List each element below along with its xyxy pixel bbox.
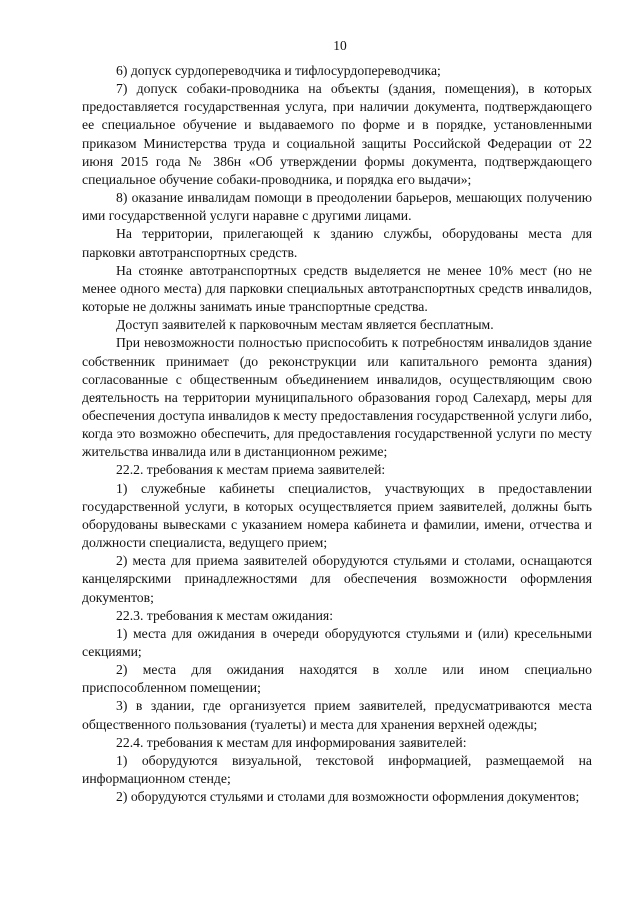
- paragraph: Доступ заявителей к парковочным местам является бесплатным.: [116, 317, 494, 333]
- paragraph: 1) служебные кабинеты специалистов, участвующих в предоставлении государственной услуги, в которых осуществляется прием заявителей, должны быть оборудованы вывесками с указанием номера кабинета и фамилии, имени, отчества и должности специалиста, ведущего прием;: [82, 480, 592, 551]
- paragraph: 8) оказание инвалидам помощи в преодолении барьеров, мешающих получению ими государственной услуги наравне с другими лицами.: [82, 190, 592, 224]
- paragraph: При невозможности полностью приспособить к потребностям инвалидов здание собственник принимает (до реконструкции или капитального ремонта здания) согласованные с общественным объединением инвалидов, осуществляющим свою деятельность на территории муниципального образования город Салехард, меры для обеспечения доступа инвалидов к месту предоставления государственной услуги либо, когда это возможно обеспечить, для предоставления государственной услуги по месту жительства инвалида или в дистанционном режиме;: [82, 335, 592, 460]
- document-body: [82, 62, 592, 806]
- paragraph: 2) места для ожидания находятся в холле или ином специально приспособленном помещении;: [82, 662, 592, 696]
- paragraph: 2) места для приема заявителей оборудуются стульями и столами, оснащаются канцелярскими принадлежностями для обеспечения возможности оформления документов;: [82, 553, 592, 605]
- paragraph: 6) допуск сурдопереводчика и тифлосурдопереводчика;: [116, 63, 441, 78]
- paragraph: 3) в здании, где организуется прием заявителей, предусматриваются места общественного пользования (туалеты) и места для хранения верхней одежды;: [82, 698, 592, 732]
- paragraph: На территории, прилегающей к зданию службы, оборудованы места для парковки автотранспортных средств.: [82, 226, 592, 260]
- paragraph: 2) оборудуются стульями и столами для возможности оформления документов;: [116, 789, 580, 805]
- paragraph: 1) места для ожидания в очереди оборудуются стульями и (или) кресельными секциями;: [82, 625, 592, 659]
- section-heading: 22.4. требования к местам для информирования заявителей:: [116, 734, 467, 750]
- page-number: 10: [333, 38, 347, 53]
- paragraph: 7) допуск собаки-проводника на объекты (здания, помещения), в которых предоставляется государственная услуга, при наличии документа, подтверждающего ее специальное обучение и выдаваемого по форме и в порядке, установленными приказом Министерства труда и социальной защиты Российской Федерации от 22 июня 2015 года № 386н «Об утверждении формы документа, подтверждающего специальное обучение собаки-проводника, и порядка его выдачи»;: [82, 81, 592, 187]
- paragraph: На стоянке автотранспортных средств выделяется не менее 10% мест (но не менее одного места) для парковки специальных автотранспортных средств инвалидов, которые не должны занимать иные транспортные средства.: [82, 262, 592, 315]
- section-heading: 22.2. требования к местам приема заявителей:: [116, 462, 386, 478]
- section-heading: 22.3. требования к местам ожидания:: [116, 607, 334, 623]
- paragraph: 1) оборудуются визуальной, текстовой информацией, размещаемой на информационном стенде;: [82, 752, 592, 787]
